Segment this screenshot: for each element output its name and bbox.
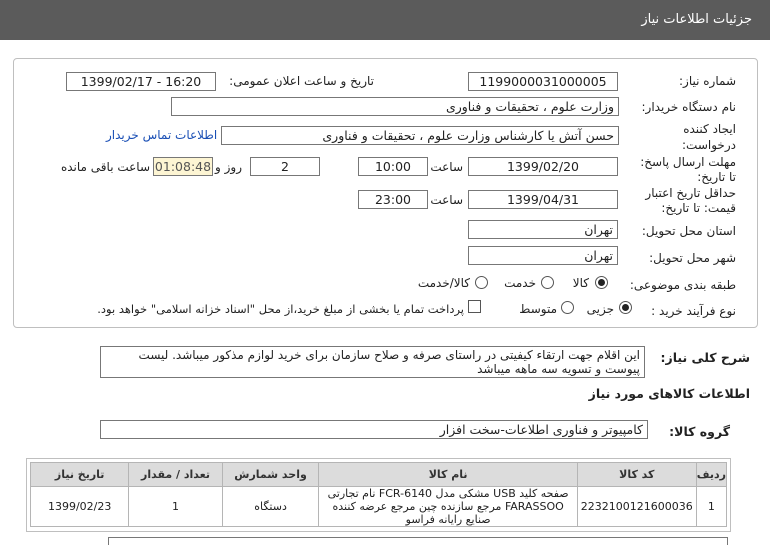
validity-time-label: ساعت [430, 193, 463, 207]
need-number-label: شماره نیاز: [679, 74, 736, 88]
col-qty-header: تعداد / مقدار [129, 463, 222, 487]
buyer-field: وزارت علوم ، تحقیقات و فناوری [171, 97, 619, 116]
table-row [31, 487, 727, 527]
days-field: 2 [250, 157, 320, 176]
goods-table [30, 462, 727, 527]
province-label: استان محل تحویل: [641, 224, 736, 238]
treasury-payment-checkbox[interactable] [468, 300, 481, 313]
cell-name: صفحه کلید USB مشکی مدل FCR-6140 نام تجارتی FARASSOO مرجع سازنده چین مرجع عرضه کننده صنایع رایانه فراسو [319, 487, 577, 527]
process-minor-radio[interactable] [619, 301, 632, 314]
creator-label: ایجاد کننده [683, 122, 736, 136]
description-label: شرح کلی نیاز: [660, 350, 750, 365]
goods-section-title: اطلاعات کالاهای مورد نیاز [588, 386, 750, 401]
validity-label-2: قیمت: تا تاریخ: [661, 201, 736, 215]
reply-time-label: ساعت [430, 160, 463, 174]
validity-label: حداقل تاریخ اعتبار [645, 186, 736, 200]
next-section-box [108, 537, 728, 545]
category-goods-radio[interactable] [595, 276, 608, 289]
announce-label: تاریخ و ساعت اعلان عمومی: [229, 74, 374, 88]
announce-field: 1399/02/17 - 16:20 [66, 72, 216, 91]
treasury-payment-note: پرداخت تمام یا بخشی از مبلغ خرید،از محل "اسناد خزانه اسلامی" خواهد بود. [97, 302, 464, 316]
col-unit-header: واحد شمارش [222, 463, 319, 487]
description-field: این اقلام جهت ارتقاء کیفیتی در راستای صرفه و صلاح سازمان برای خرید لوازم مذکور میباشد. لیست پیوست و تسویه سه ماهه میباشد [100, 346, 645, 378]
col-row-header: ردیف [696, 463, 726, 487]
title-bar [0, 0, 770, 40]
col-name-header: نام کالا [319, 463, 577, 487]
cell-date: 1399/02/23 [31, 487, 129, 527]
cell-qty: 1 [129, 487, 222, 527]
category-both-label: کالا/خدمت [417, 276, 470, 290]
days-label: روز و [215, 160, 242, 174]
reply-date-field: 1399/02/20 [468, 157, 618, 176]
process-label: نوع فرآیند خرید : [651, 304, 736, 318]
goods-group-label: گروه کالا: [669, 424, 730, 439]
cell-unit: دستگاه [222, 487, 319, 527]
remaining-label: ساعت باقی مانده [60, 160, 150, 174]
category-service-label: خدمت [504, 276, 536, 290]
province-field: تهران [468, 220, 618, 239]
category-both-radio[interactable] [475, 276, 488, 289]
buyer-contact-link[interactable]: اطلاعات تماس خریدار [106, 128, 218, 142]
city-field: تهران [468, 246, 618, 265]
goods-group-field: کامپیوتر و فناوری اطلاعات-سخت افزار [100, 420, 648, 439]
city-label: شهر محل تحویل: [649, 251, 736, 265]
creator-label-2: درخواست: [682, 138, 736, 152]
remaining-timer: 01:08:48 [154, 159, 212, 174]
reply-deadline-label-2: تا تاریخ: [697, 170, 736, 184]
need-number-field: 1199000031000005 [468, 72, 618, 91]
cell-code: 2232100121600036 [577, 487, 696, 527]
buyer-label: نام دستگاه خریدار: [641, 100, 736, 114]
category-service-radio[interactable] [541, 276, 554, 289]
col-code-header: کد کالا [577, 463, 696, 487]
validity-date-field: 1399/04/31 [468, 190, 618, 209]
cell-row: 1 [696, 487, 726, 527]
goods-table-container [26, 458, 731, 532]
process-medium-label: متوسط [519, 302, 557, 316]
col-date-header: تاریخ نیاز [31, 463, 129, 487]
validity-time-field: 23:00 [358, 190, 428, 209]
reply-time-field: 10:00 [358, 157, 428, 176]
process-minor-label: جزیی [586, 302, 614, 316]
reply-deadline-label: مهلت ارسال پاسخ: [640, 155, 736, 169]
page-title: جزئیات اطلاعات نیاز [641, 12, 752, 27]
category-goods-label: کالا [572, 276, 589, 290]
category-label: طبقه بندی موضوعی: [629, 278, 736, 292]
process-medium-radio[interactable] [561, 301, 574, 314]
creator-field: حسن آتش یا کارشناس وزارت علوم ، تحقیقات و فناوری [221, 126, 619, 145]
